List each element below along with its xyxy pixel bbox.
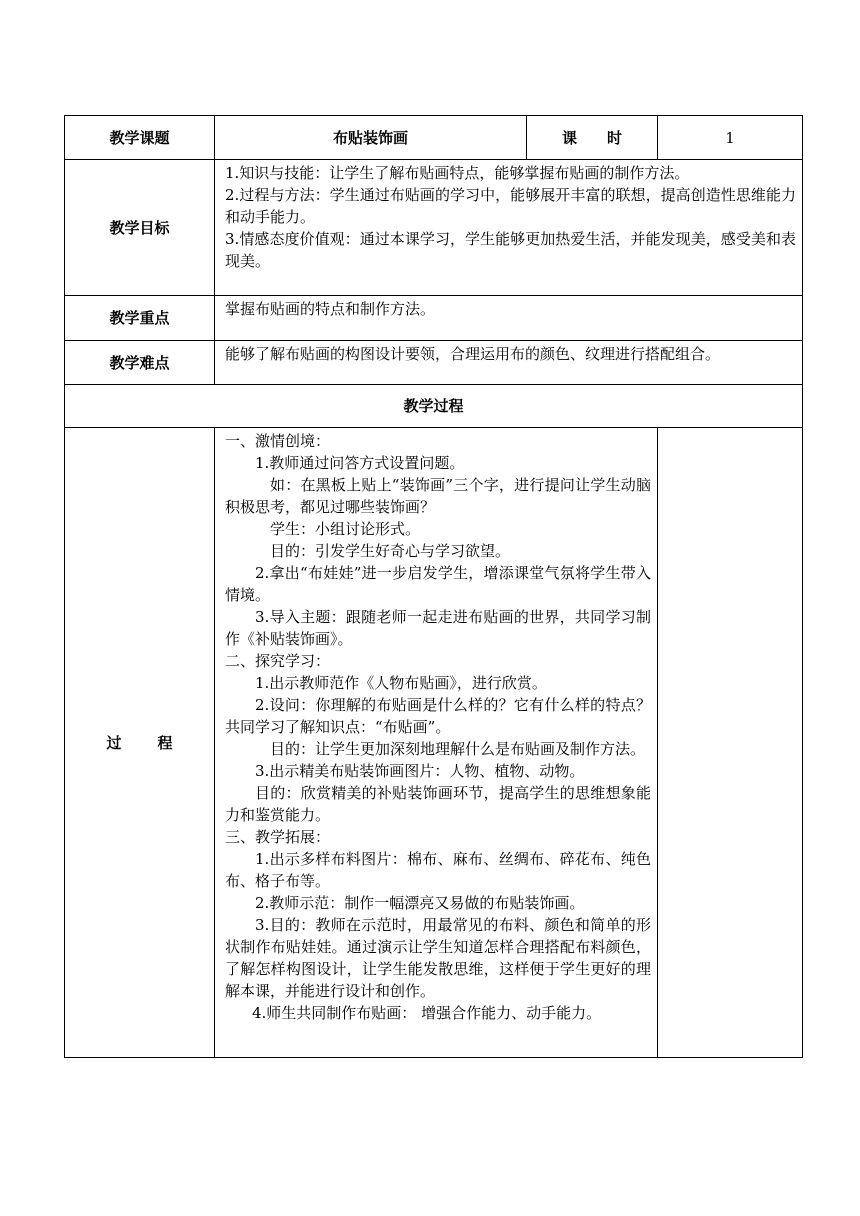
- objective-line-2: 2.过程与方法：学生通过布贴画的学习中，能够展开丰富的联想，提高创造性思维能力和动手能力。: [225, 186, 796, 226]
- period-value: 1: [658, 116, 803, 160]
- difficulty-label: 教学难点: [65, 341, 215, 385]
- objectives-label: 教学目标: [65, 160, 215, 296]
- lesson-plan-table: [64, 115, 803, 1058]
- objectives-content: [215, 160, 803, 296]
- key-point-label: 教学重点: [65, 296, 215, 341]
- key-point-text: 掌握布贴画的特点和制作方法。: [215, 296, 803, 341]
- process-row: [65, 428, 803, 1058]
- objective-line-1: 1.知识与技能：让学生了解布贴画特点，能够掌握布贴画的制作方法。: [225, 164, 690, 182]
- objectives-row: [65, 160, 803, 296]
- process-paragraph: 一、激情创境：: [225, 432, 331, 450]
- process-content: [215, 428, 658, 1058]
- process-paragraph: 2.设问：你理解的布贴画是什么样的？它有什么样的特点？共同学习了解知识点：“布贴画”。: [225, 696, 651, 736]
- topic-label: 教学课题: [65, 116, 215, 160]
- topic-row: [65, 116, 803, 160]
- process-paragraph: 3.导入主题：跟随老师一起走进布贴画的世界，共同学习制作《补贴装饰画》。: [225, 608, 651, 648]
- process-paragraph: 2.拿出“布娃娃”进一步启发学生，增添课堂气氛将学生带入情境。: [225, 564, 651, 604]
- process-paragraph: 目的：引发学生好奇心与学习欲望。: [270, 542, 511, 560]
- process-notes-cell: [658, 428, 803, 1058]
- process-paragraph: 如：在黑板上贴上“装饰画”三个字，进行提问让学生动脑积极思考，都见过哪些装饰画？: [225, 476, 651, 516]
- process-heading-row: [65, 385, 803, 428]
- process-paragraph: 3.出示精美布贴装饰画图片：人物、植物、动物。: [255, 762, 585, 780]
- objective-line-3: 3.情感态度价值观：通过本课学习，学生能够更加热爱生活，并能发现美，感受美和表现美。: [225, 230, 796, 270]
- process-paragraph: 二、探究学习：: [225, 652, 331, 670]
- period-label: [527, 116, 658, 160]
- key-point-row: [65, 296, 803, 341]
- process-paragraph: 1.出示多样布料图片：棉布、麻布、丝绸布、碎花布、纯色布、格子布等。: [225, 850, 651, 890]
- process-paragraph: 3.目的：教师在示范时，用最常见的布料、颜色和简单的形状制作布贴娃娃。通过演示让学生知道怎样合理搭配布料颜色，了解怎样构图设计，让学生能发散思维，这样便于学生更好的理解本课，并能进行设计和创作。: [225, 916, 651, 1000]
- period-label-b: 时: [607, 128, 623, 147]
- process-label-a: 过: [106, 733, 122, 752]
- process-paragraph: 三、教学拓展：: [225, 828, 331, 846]
- topic-value: 布贴装饰画: [215, 116, 527, 160]
- difficulty-row: [65, 341, 803, 385]
- process-label-b: 程: [157, 733, 173, 752]
- process-paragraph: 2.教师示范：制作一幅漂亮又易做的布贴装饰画。: [255, 894, 585, 912]
- process-paragraph: 目的：让学生更加深刻地理解什么是布贴画及制作方法。: [270, 740, 646, 758]
- process-paragraph: 4.师生共同制作布贴画： 增强合作能力、动手能力。: [252, 1004, 602, 1022]
- process-label: [65, 428, 215, 1058]
- process-paragraph: 学生：小组讨论形式。: [270, 520, 421, 538]
- period-label-a: 课: [561, 128, 577, 147]
- difficulty-text: 能够了解布贴画的构图设计要领，合理运用布的颜色、纹理进行搭配组合。: [215, 341, 803, 385]
- process-paragraph: 1.教师通过问答方式设置问题。: [255, 454, 465, 472]
- process-paragraph: 1.出示教师范作《人物布贴画》，进行欣赏。: [255, 674, 547, 692]
- process-heading: 教学过程: [65, 385, 803, 428]
- process-paragraph: 目的：欣赏精美的补贴装饰画环节，提高学生的思维想象能力和鉴赏能力。: [225, 784, 651, 824]
